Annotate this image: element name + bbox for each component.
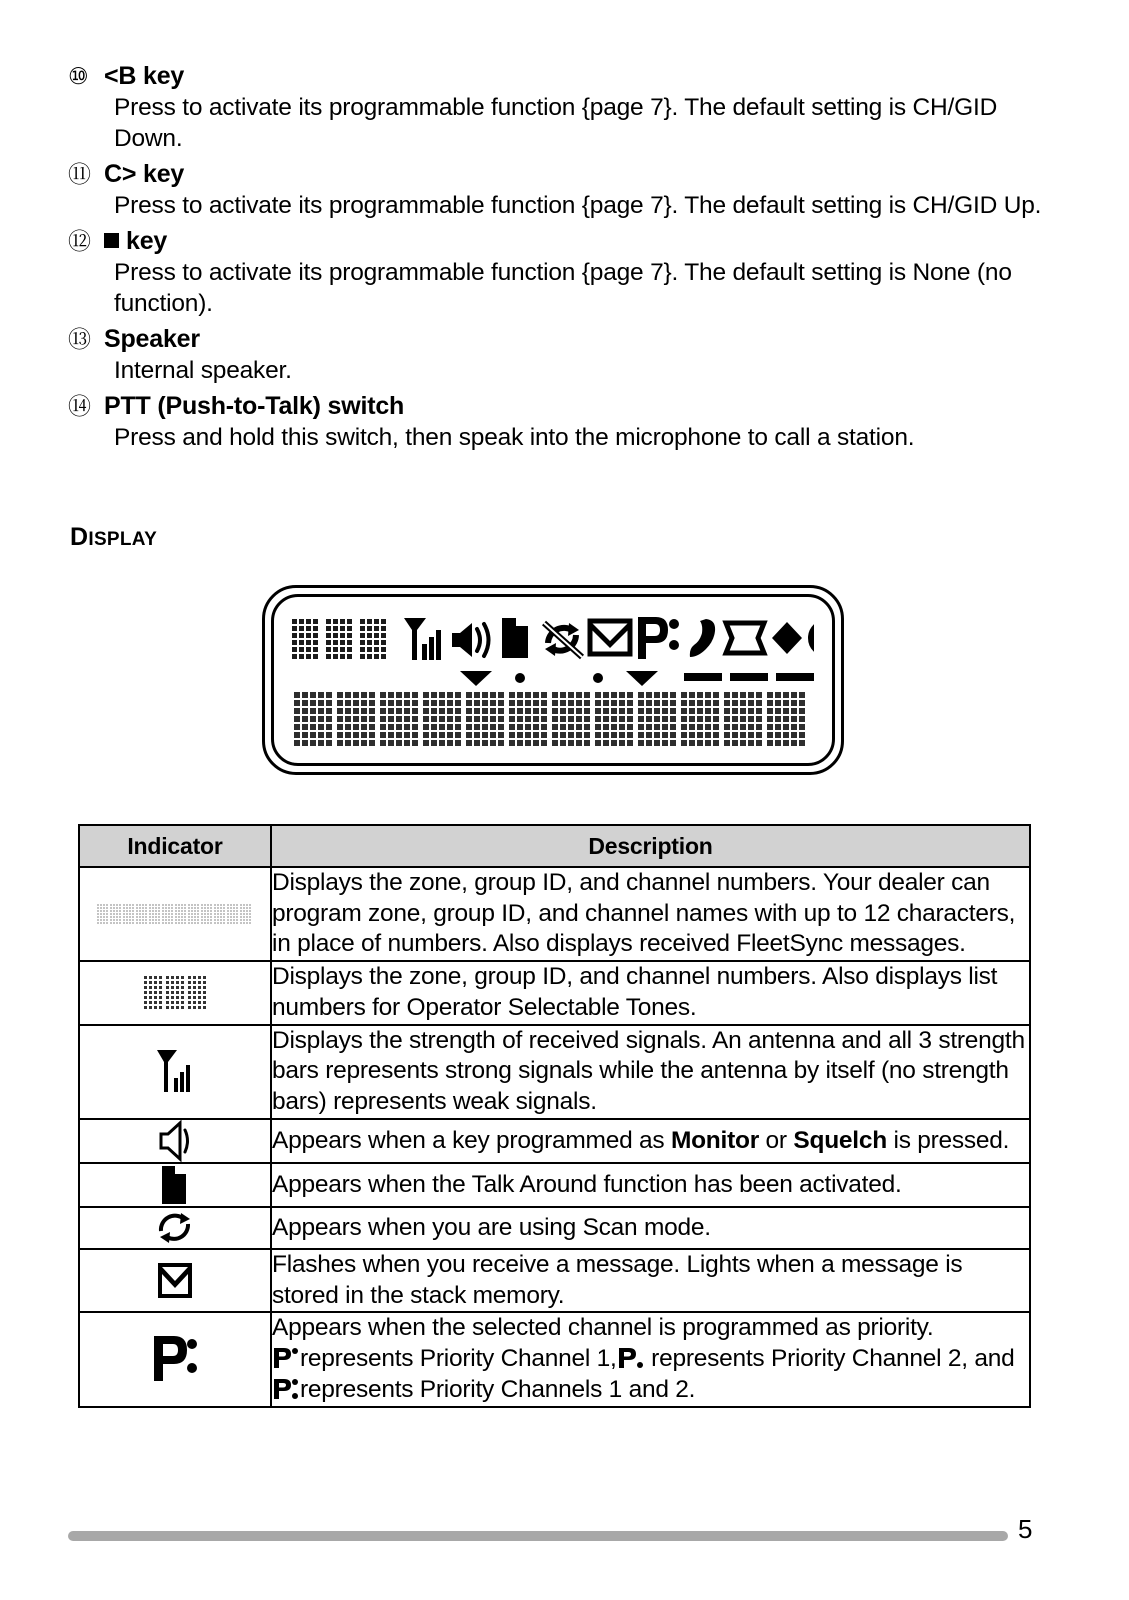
item-title: key — [126, 227, 168, 256]
priority-p2-icon — [618, 1347, 644, 1369]
indicator-cell — [79, 1207, 271, 1249]
indicator-table — [78, 824, 1031, 1408]
page-number: 5 — [1018, 1514, 1033, 1544]
table-row — [79, 1025, 1030, 1119]
item-number: ⑭ — [68, 393, 91, 420]
scan-icon — [155, 1208, 195, 1248]
column-header-indicator: Indicator — [79, 825, 271, 867]
column-header-description: Description — [271, 825, 1030, 867]
bar-marker — [730, 673, 768, 681]
list-item — [68, 227, 1068, 319]
description-cell: Appears when the Talk Around function has been activated. — [271, 1163, 1030, 1207]
priority-seg-2: represents Priority Channel 2, and — [644, 1345, 1015, 1373]
bar-marker — [776, 673, 814, 681]
desc-part: or — [759, 1126, 794, 1154]
list-item — [68, 392, 1068, 453]
item-heading — [68, 160, 1068, 190]
dot-marker — [593, 673, 603, 683]
indicator-cell — [79, 867, 271, 961]
description-cell: Displays the zone, group ID, and channel numbers. Your dealer can program zone, group ID, and channel names with up to 12 characters, in place of numbers. Also displays received FleetSync messages. — [271, 867, 1030, 961]
item-body: Press to activate its programmable function {page 7}. The default setting is CH/GID Down. — [114, 93, 998, 152]
bowtie-icon — [726, 623, 764, 653]
section-heading-rest: ISPLAY — [88, 529, 158, 550]
description-cell — [271, 1119, 1030, 1163]
wide-dot-matrix-icon — [95, 899, 255, 929]
table-row — [79, 1163, 1030, 1207]
priority-seg-1: represents Priority Channel 1, — [300, 1345, 617, 1373]
table-row — [79, 1312, 1030, 1406]
triangle-marker — [460, 671, 492, 686]
item-title: Speaker — [104, 325, 200, 354]
list-item — [68, 62, 1068, 154]
item-heading — [68, 62, 1068, 92]
item-heading — [68, 325, 1068, 355]
circle-dot-icon — [811, 622, 814, 654]
list-item — [68, 160, 1068, 221]
table-header-row — [79, 825, 1030, 867]
diamond-icon — [772, 622, 802, 654]
dot-matrix-block-icon — [292, 619, 386, 659]
list-item — [68, 325, 1068, 386]
item-heading — [68, 392, 1068, 422]
description-cell: Appears when you are using Scan mode. — [271, 1207, 1030, 1249]
triangle-marker — [626, 671, 658, 686]
lcd-display-figure — [262, 585, 848, 780]
item-number: ⑪ — [68, 161, 91, 188]
item-title: C> key — [104, 160, 185, 189]
desc-part-bold: Monitor — [670, 1126, 759, 1154]
table-row — [79, 1249, 1030, 1312]
indicator-cell — [79, 1025, 271, 1119]
desc-part: is pressed. — [886, 1126, 1010, 1154]
item-number: ⑫ — [68, 228, 91, 255]
desc-part-bold: Squelch — [793, 1126, 887, 1154]
dot-marker — [515, 673, 525, 683]
priority-line-1: Appears when the selected channel is programmed as priority. — [272, 1314, 934, 1342]
indicator-cell — [79, 961, 271, 1024]
speaker-monitor-icon — [452, 623, 489, 657]
envelope-message-icon — [157, 1262, 193, 1300]
lcd-character-row-svg — [292, 689, 816, 751]
lcd-icon-row — [292, 613, 814, 665]
indicator-cell — [79, 1163, 271, 1207]
talk-around-icon — [502, 618, 528, 658]
description-cell — [271, 1312, 1030, 1406]
table-row — [79, 1207, 1030, 1249]
lcd-marker-row — [292, 669, 814, 687]
triple-dot-matrix-icon — [144, 970, 206, 1016]
indicator-cell — [79, 1312, 271, 1406]
scan-crossed-icon — [544, 623, 582, 657]
section-heading-cap: D — [70, 523, 89, 551]
bar-marker — [684, 673, 722, 681]
priority-p12-icon — [273, 1378, 299, 1400]
item-number: ⑬ — [68, 326, 91, 353]
item-body: Internal speaker. — [114, 356, 292, 384]
lcd-icon-row-svg — [292, 613, 814, 665]
table-row — [79, 867, 1030, 961]
table-row — [79, 961, 1030, 1024]
desc-part: Appears when a key programmed as — [272, 1126, 671, 1154]
description-cell: Displays the strength of received signals. An antenna and all 3 strength bars represents strong signals while the antenna by itself (no strength bars) represents weak signals. — [271, 1025, 1030, 1119]
item-title: <B key — [104, 62, 185, 90]
item-heading — [68, 227, 1068, 257]
talk-around-icon — [161, 1164, 189, 1206]
item-body: Press and hold this switch, then speak into the microphone to call a station. — [114, 423, 915, 451]
table-row — [79, 1119, 1030, 1163]
antenna-signal-icon — [404, 618, 441, 660]
item-number: ⑩ — [68, 63, 89, 89]
priority-seg-3: represents Priority Channels 1 and 2. — [300, 1375, 696, 1403]
speaker-monitor-icon — [158, 1120, 192, 1162]
filled-square-icon — [104, 233, 119, 248]
item-body: Press to activate its programmable function {page 7}. The default setting is CH/GID Up. — [114, 191, 1042, 219]
indicator-cell — [79, 1249, 271, 1312]
description-cell: Displays the zone, group ID, and channel numbers. Also displays list numbers for Operator Selectable Tones. — [271, 961, 1030, 1024]
footer-rule — [68, 1531, 1008, 1541]
priority-p-icon — [152, 1333, 198, 1385]
lcd-marker-row-svg — [292, 669, 816, 687]
envelope-message-icon — [590, 621, 630, 654]
antenna-signal-icon — [155, 1048, 195, 1096]
phone-handset-icon — [690, 619, 715, 657]
numbered-item-list — [68, 62, 1068, 459]
item-body: Press to activate its programmable function {page 7}. The default setting is None (no function). — [114, 258, 1012, 317]
section-heading — [70, 523, 157, 552]
item-title: PTT (Push-to-Talk) switch — [104, 392, 405, 421]
priority-p-icon — [638, 617, 679, 659]
indicator-cell — [79, 1119, 271, 1163]
lcd-character-row — [292, 689, 816, 751]
description-cell: Flashes when you receive a message. Lights when a message is stored in the stack memory. — [271, 1249, 1030, 1312]
priority-p1-icon — [273, 1347, 299, 1369]
